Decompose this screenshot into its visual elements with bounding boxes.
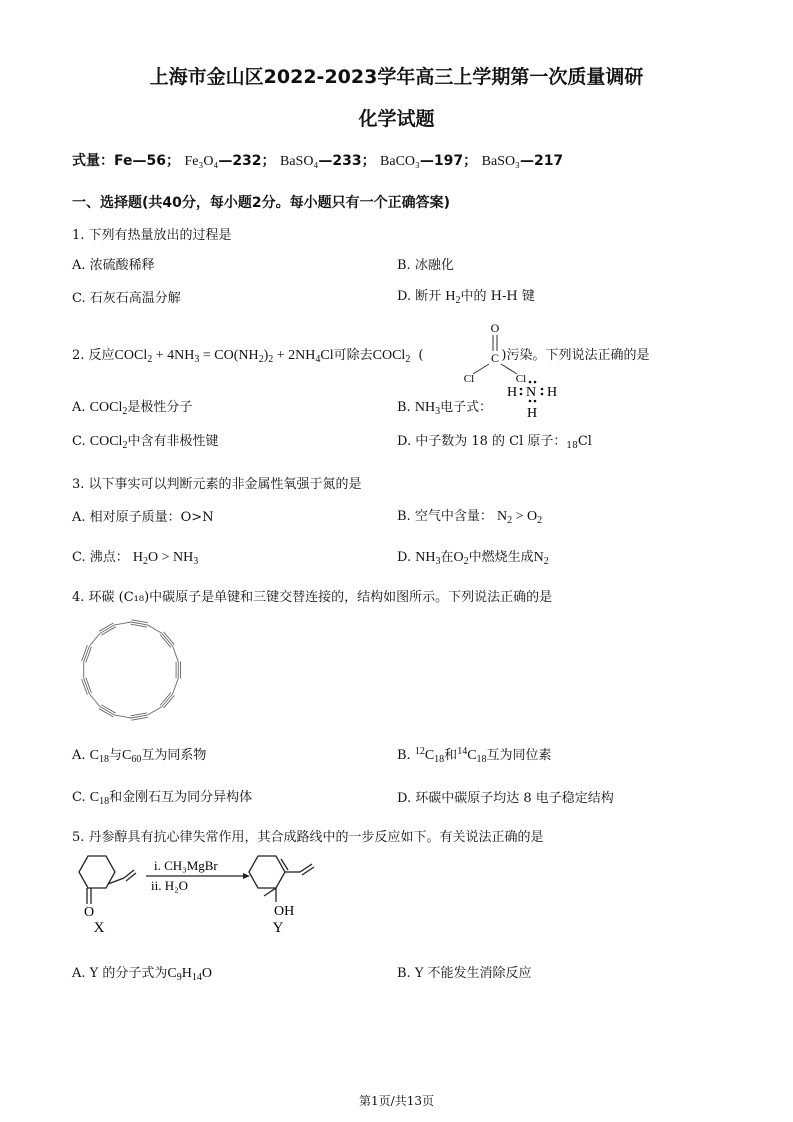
q2-stem-post: )污染。下列说法正确的是 <box>501 348 650 363</box>
q2-d-text: D. 中子数为 18 的 Cl 原子： <box>397 434 567 449</box>
formula-masses <box>72 150 563 170</box>
phosgene-o: O <box>490 321 500 335</box>
cocl2-formula: COCl$_2$ <box>372 348 411 365</box>
ring-bond <box>89 694 100 707</box>
dot-h-bottom: H <box>527 406 538 421</box>
q3-option-a: A. 相对原子质量：O>N <box>72 510 214 525</box>
q2-c-text: 中含有非极性键 <box>127 434 219 449</box>
cyclocarbon-ring <box>76 615 186 725</box>
q3-d-mid: 在 <box>440 550 454 565</box>
molecule-x <box>79 856 136 904</box>
ring-bond <box>164 695 175 708</box>
q5-stem: 5. 丹参醇具有抗心律失常作用，其合成路线中的一步反应如下。有关说法正确的是 <box>72 830 544 845</box>
q4-c-label: C. <box>72 790 86 805</box>
q4-option-c <box>72 786 252 806</box>
q2-a-text: 是极性分子 <box>127 400 193 415</box>
c18-c: $C_{18}$ <box>89 790 110 807</box>
q5-option-a <box>72 962 212 982</box>
molecule-y-label: Y <box>272 920 284 936</box>
ring-bond <box>115 715 131 718</box>
q3-c-text: C. 沸点： <box>72 550 129 565</box>
q2-option-a <box>72 396 192 416</box>
ring-bond <box>89 633 100 646</box>
fe3o4-mass: —232； <box>218 153 276 169</box>
q2-d-element: Cl <box>577 434 592 449</box>
molecule-x-label: X <box>93 920 105 936</box>
q2-c-label: C. <box>72 434 86 449</box>
q1-d-text-2: 中的 H-H 键 <box>460 289 535 304</box>
ring-bond <box>173 646 179 662</box>
ring-bond <box>147 625 161 633</box>
q2-equation: COCl$_2$ + $4NH_3 = CO(NH_2)_2 + 2NH_4Cl$ <box>114 348 334 365</box>
q2-b-label: B. <box>397 400 411 415</box>
q4-a-mid: 与 <box>109 748 123 763</box>
ring-bond <box>115 622 131 625</box>
n2-d: $N_2$ <box>533 550 549 567</box>
12c18-b: $^{12}C_{18}$ <box>414 746 445 765</box>
q1-option-b: B. 冰融化 <box>397 258 454 273</box>
page-subtitle: 化学试题 <box>358 108 435 130</box>
dot-h-left: H <box>507 385 518 400</box>
q3-d-label: D. <box>397 550 412 565</box>
phosgene-c: C <box>490 351 500 365</box>
fe3o4-formula: Fe₃O₄ <box>184 154 219 169</box>
q4-a-post: 互为同系物 <box>141 748 207 763</box>
c60-a: $C_{60}$ <box>122 748 142 765</box>
nh3-electron-dot <box>505 379 565 423</box>
q3-b-text: B. 空气中含量： <box>397 509 493 524</box>
molecule-y <box>249 856 314 902</box>
ring-bond <box>173 678 179 694</box>
q2-a-label: A. <box>72 400 86 415</box>
nh3-b: $NH_3$ <box>414 400 441 417</box>
ring-bond <box>160 635 171 648</box>
q2-option-d <box>397 430 592 451</box>
n2-o2-compare: $N_2 > O_2$ <box>496 509 543 526</box>
cocl2-c: COCl$_2$ <box>89 434 128 451</box>
ring-bond <box>162 694 173 707</box>
q2-stem-pre: 2. 反应 <box>72 348 115 363</box>
q3-option-d <box>397 546 549 566</box>
reagent-step2: ii. H₂O <box>151 878 189 893</box>
q1-option-d <box>397 285 535 305</box>
section-heading: 一、选择题(共40分，每小题2分。每小题只有一个正确答案) <box>72 195 451 211</box>
ring-bond <box>147 707 161 715</box>
q2-d-mass: 18 <box>566 441 578 451</box>
q3-stem: 3. 以下事实可以判断元素的非金属性氧强于氮的是 <box>72 477 362 492</box>
c18-a: $C_{18}$ <box>89 748 110 765</box>
page-title: 上海市金山区2022-2023学年高三上学期第一次质量调研 <box>149 66 644 88</box>
baco3-mass: —197； <box>419 153 478 169</box>
q4-c-post: 和金刚石互为同分异构体 <box>109 790 253 805</box>
dot-n: N <box>526 385 537 400</box>
q4-option-d: D. 环碳中碳原子均达 8 电子稳定结构 <box>397 791 614 806</box>
q2-b-text: 电子式： <box>440 400 493 415</box>
q3-d-post: 中燃烧生成 <box>468 550 534 565</box>
phosgene-cl1: Cl <box>463 373 475 384</box>
phosgene-cl2: Cl <box>515 373 527 384</box>
molecule-y-oh: OH <box>274 904 295 919</box>
y-formula: $C_9H_{14}O$ <box>167 966 212 983</box>
page-footer: 第1页/共13页 <box>359 1094 434 1108</box>
q2-stem <box>72 344 649 364</box>
phosgene-structure <box>455 320 535 384</box>
q4-b-label: B. <box>397 748 411 763</box>
q4-b-mid: 和 <box>444 748 458 763</box>
q1-option-c: C. 石灰石高温分解 <box>72 291 181 306</box>
ring-bond <box>160 693 171 706</box>
cocl2-a: COCl$_2$ <box>89 400 128 417</box>
ring-bond <box>164 632 175 645</box>
ring-bond <box>162 633 173 646</box>
masses-label: 式量：Fe—56； <box>72 153 180 169</box>
q4-option-a <box>72 744 206 764</box>
q4-b-post: 互为同位素 <box>486 748 552 763</box>
q3-option-c <box>72 546 198 566</box>
q4-a-label: A. <box>72 748 86 763</box>
q2-option-b <box>397 396 492 416</box>
h2-formula: $H_2$ <box>445 289 461 306</box>
baso3-mass: —217 <box>519 153 564 169</box>
reagent-step1: i. CH₃MgBr <box>154 858 218 873</box>
dot-h-right: H <box>547 385 558 400</box>
h2o-nh3-compare: $H_2O > NH_3$ <box>132 550 199 567</box>
q5-reaction-scheme <box>68 848 328 936</box>
baso4-formula: BaSO₄ <box>280 154 319 169</box>
q4-option-b <box>397 744 552 764</box>
q1-option-a: A. 浓硫酸稀释 <box>72 258 155 273</box>
q5-option-b: B. Y 不能发生消除反应 <box>397 966 532 981</box>
q4-stem: 4. 环碳 (C₁₈)中碳原子是单键和三键交替连接的，结构如图所示。下列说法正确的是 <box>72 590 553 605</box>
q2-stem-mid: 可除去 <box>333 348 373 363</box>
baso3-formula: BaSO₃ <box>481 154 520 169</box>
baco3-formula: BaCO₃ <box>380 154 420 169</box>
q2-paren: ( <box>418 348 424 363</box>
q3-option-b <box>397 505 542 525</box>
q1-stem: 1. 下列有热量放出的过程是 <box>72 228 232 243</box>
nh3-d: $NH_3$ <box>415 550 441 567</box>
q2-option-c <box>72 430 218 450</box>
o2-d: $O_2$ <box>453 550 469 567</box>
baso4-mass: —233； <box>318 153 376 169</box>
q5-a-text: A. Y 的分子式为 <box>72 966 168 981</box>
14c18-b: $^{14}C_{18}$ <box>457 746 487 765</box>
q1-d-text: D. 断开 <box>397 289 442 304</box>
molecule-x-o: O <box>83 905 95 920</box>
